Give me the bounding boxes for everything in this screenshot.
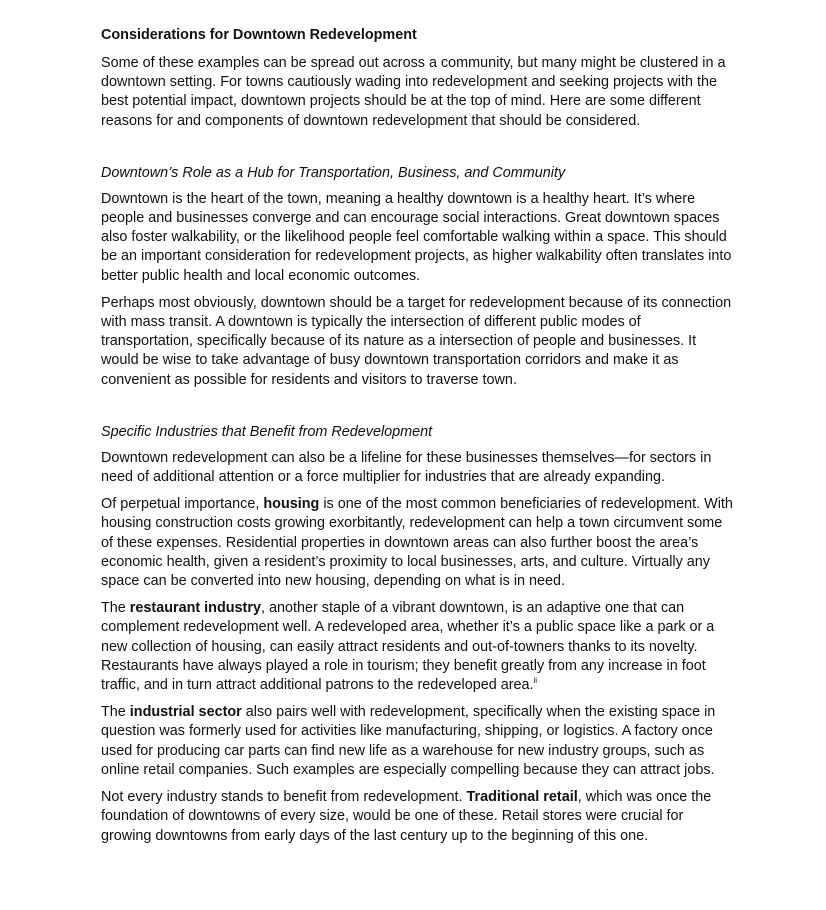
paragraph-restaurant (101, 599, 736, 695)
restaurant-body: , another staple of a vibrant downtown, is an adaptive one that can complement redevelopment well. A redeveloped area, whether it’s a public space like a park or a new collection of housing, can easily attract residents and out-of-towners thanks to its novelty. Restaurants have always played a role in tourism; they benefit greatly from any increase in foot traffic, and in turn attract additional patrons to the redeveloped area. (101, 600, 715, 694)
section-heading-downtown-role: Downtown’s Role as a Hub for Transportation, Business, and Community (101, 164, 566, 181)
retail-term: Traditional retail (466, 789, 578, 806)
footnote-marker: ii (533, 676, 538, 686)
paragraph-lifeline: Downtown redevelopment can also be a lifeline for these businesses themselves—for sectors in need of additional attention or a force multiplier for industries that are already expanding. (101, 449, 712, 486)
paragraph-retail (101, 788, 736, 846)
housing-lead: Of perpetual importance, (101, 496, 264, 513)
intro-paragraph: Some of these examples can be spread out across a community, but many might be clustered in a downtown setting. For towns cautiously wading into redevelopment and seeking projects with the best potential impact, downtown projects should be at the top of mind. Here are some different reasons for and components of downtown redevelopment that should be considered. (101, 55, 726, 129)
industrial-term: industrial sector (129, 704, 242, 721)
paragraph-industrial (101, 703, 736, 780)
restaurant-term: restaurant industry (129, 600, 261, 617)
industrial-body: also pairs well with redevelopment, specifically when the existing space in question was formerly used for activities like manufacturing, shipping, or logistics. A factory once used for producing car parts can find new life as a warehouse for new industry groups, such as online retail companies. Such examples are especially compelling because they can attract jobs. (101, 704, 716, 778)
retail-body: , which was once the foundation of downtowns of every size, would be one of these. Retail stores were crucial for growing downtowns from early days of the last century up to the beginning of this one. (101, 789, 712, 844)
paragraph-heart-of-town: Downtown is the heart of the town, meaning a healthy downtown is a healthy heart. It’s where people and businesses converge and can encourage social interactions. Great downtown spaces also foster walkability, or the likelihood people feel comfortable walking within a space. This should be an important consideration for redevelopment projects, as higher walkability often translates into better public health and local economic outcomes. (101, 190, 732, 284)
housing-term: housing (263, 496, 320, 513)
retail-lead: Not every industry stands to benefit from redevelopment. (101, 789, 467, 806)
document-title: Considerations for Downtown Redevelopment (101, 27, 417, 43)
paragraph-mass-transit: Perhaps most obviously, downtown should be a target for redevelopment because of its connection with mass transit. A downtown is typically the intersection of different public modes of transportation, specifically because of its nature as a intersection of people and businesses. It would be wise to take advantage of busy downtown transportation corridors and make it as convenient as possible for residents and visitors to traverse town. (101, 294, 732, 388)
paragraph-housing (101, 495, 736, 591)
section-heading-specific-industries: Specific Industries that Benefit from Redevelopment (101, 423, 433, 440)
restaurant-lead: The (101, 600, 130, 617)
housing-body: is one of the most common beneficiaries of redevelopment. With housing construction costs growing exorbitantly, redevelopment can help a town circumvent some of these expenses. Residential properties in downtown areas can also further boost the area’s economic health, given a resident’s proximity to local businesses, arts, and culture. Virtually any space can be converted into new housing, depending on what is in need. (101, 496, 733, 590)
industrial-lead: The (101, 704, 130, 721)
